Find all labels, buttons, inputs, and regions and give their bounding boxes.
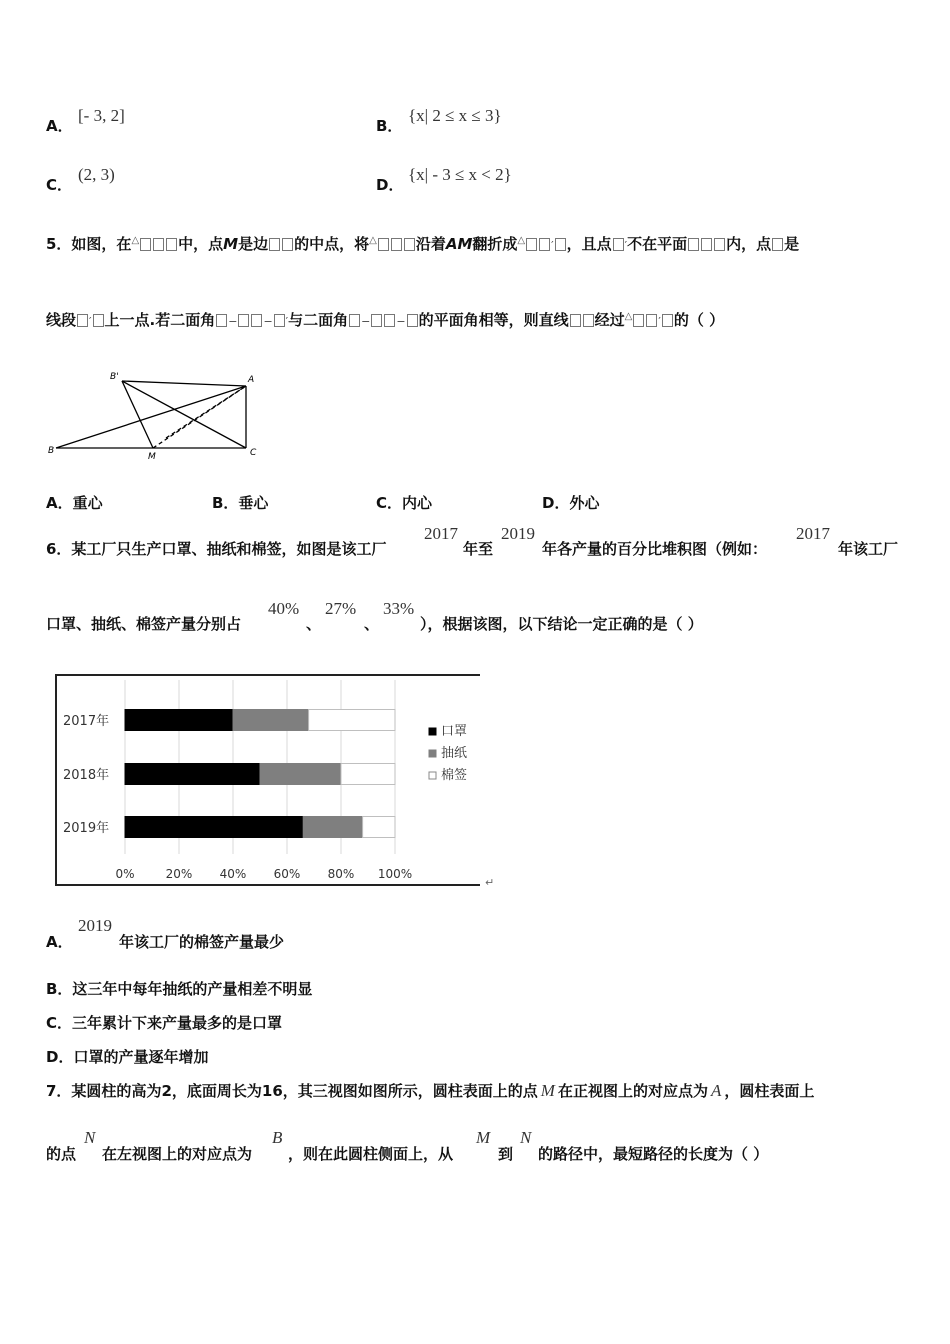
q7-line-2-end: 的路径中，最短路径的长度为（ ） — [538, 1145, 769, 1163]
placeholder-glyph — [555, 238, 566, 251]
q7-height: 2 — [161, 1082, 172, 1100]
placeholder-glyph — [282, 238, 293, 251]
chart-legend-label: 抽纸 — [441, 746, 468, 761]
chart-x-tick-label: 60% — [273, 867, 301, 881]
edge-bprime-m — [122, 381, 153, 448]
chart-bar-segment — [125, 764, 260, 785]
chart-category-label: 2017年 — [63, 714, 110, 729]
q6-pct-33: 33% — [383, 599, 415, 618]
placeholder-glyph — [371, 314, 382, 327]
q7-line-1 — [46, 1080, 814, 1101]
q6-line-2-end: ），根据该图，以下结论一定正确的是（ ） — [420, 615, 703, 633]
q5-text: 的中点，将 — [294, 235, 370, 253]
chart-x-tick-label: 40% — [219, 867, 247, 881]
placeholder-glyph — [404, 238, 415, 251]
edge-bprime-c — [122, 381, 246, 448]
q7-line-2-start: 的点 — [46, 1145, 77, 1163]
placeholder-glyph — [407, 314, 418, 327]
placeholder-glyph — [646, 314, 657, 327]
q4-option-a-label: A． — [46, 117, 73, 135]
chart-x-tick-label: 100% — [377, 867, 413, 881]
q7-point-n: N — [84, 1128, 96, 1147]
q7-point-m-2: M — [476, 1128, 491, 1147]
q5-am: AM — [445, 235, 473, 253]
placeholder-glyph — [633, 314, 644, 327]
q7-point-m: M — [540, 1081, 555, 1100]
prime-mark: ′ — [551, 239, 554, 252]
q6-option-b: B．这三年中每年抽纸的产量相差不明显 — [46, 980, 313, 998]
placeholder-glyph — [269, 238, 280, 251]
placeholder-glyph — [714, 238, 725, 251]
chart-bar-segment — [233, 710, 309, 731]
placeholder-glyph — [526, 238, 537, 251]
prime-mark: ′ — [89, 315, 92, 328]
q4-option-c-label: C． — [46, 176, 73, 194]
q6-line-1-start: 6．某工厂只生产口罩、抽纸和棉签，如图是该工厂 — [46, 540, 387, 558]
q5-option-b: B．垂心 — [212, 494, 269, 512]
chart-bar-segment — [309, 710, 395, 731]
triangle-icon: △ — [624, 311, 633, 322]
chart-bar-segment — [363, 817, 395, 838]
q7-text: 7．某圆柱的高为 — [46, 1082, 162, 1100]
q6-sep-1: 、 — [306, 615, 322, 633]
chart-bar-segment — [260, 764, 341, 785]
q7-point-a: A — [710, 1081, 722, 1100]
q4-option-c-math: (2, 3) — [78, 165, 115, 184]
prime-mark: ′ — [658, 315, 661, 328]
placeholder-glyph — [378, 238, 389, 251]
q7-point-b: B — [272, 1128, 283, 1147]
chart-legend-label: 口罩 — [441, 724, 468, 739]
placeholder-glyph — [166, 238, 177, 251]
q5-text: 线段 — [46, 311, 77, 329]
edge-b-a — [56, 386, 246, 448]
placeholder-glyph — [274, 314, 285, 327]
q6-pct-27: 27% — [325, 599, 357, 618]
q5-text: ，且点 — [566, 235, 612, 253]
placeholder-glyph — [701, 238, 712, 251]
q5-text: 内，点 — [726, 235, 772, 253]
chart-legend-label: 棉签 — [441, 768, 468, 783]
q6-line-1-mid: 年至 — [463, 540, 494, 558]
q5-point-m: M — [223, 235, 239, 253]
label-b: B — [48, 446, 55, 456]
placeholder-glyph — [570, 314, 581, 327]
placeholder-glyph — [391, 238, 402, 251]
triangle-icon: △ — [517, 235, 526, 246]
chart-bar-segment — [125, 710, 233, 731]
q6-year-2017-example: 2017 — [796, 524, 830, 543]
q5-text: 的（ ） — [673, 311, 725, 329]
placeholder-glyph — [583, 314, 594, 327]
q5-text: 与二面角 — [288, 311, 349, 329]
chart-legend-swatch — [429, 728, 436, 735]
q7-text: 在正视图上的对应点为 — [557, 1082, 708, 1100]
q6-option-a-text: 年该工厂的棉签产量最少 — [119, 933, 285, 951]
dash-mark: − — [263, 315, 273, 328]
q7-point-n-2: N — [520, 1128, 532, 1147]
placeholder-glyph — [688, 238, 699, 251]
q6-option-a-year: 2019 — [78, 916, 112, 935]
q5-text: 上一点.若二面角 — [104, 311, 216, 329]
prime-mark: ′ — [285, 315, 289, 328]
q6-sep-2: 、 — [364, 615, 380, 633]
q5-text: 的平面角相等，则直线 — [418, 311, 569, 329]
q7-line-2-to: 到 — [498, 1145, 514, 1163]
chart-x-tick-label: 20% — [165, 867, 193, 881]
q5-text: 是 — [784, 235, 800, 253]
q4-option-b-label: B． — [376, 117, 403, 135]
chart-legend-swatch — [429, 750, 436, 757]
q7-text: ，底面周长为 — [171, 1082, 262, 1100]
prime-mark: ′ — [624, 239, 628, 252]
q6-pct-40: 40% — [268, 599, 300, 618]
triangle-icon: △ — [369, 235, 377, 246]
q5-geometry-figure — [46, 368, 276, 463]
placeholder-glyph — [662, 314, 673, 327]
q4-option-a-math: [- 3, 2] — [78, 106, 125, 125]
q5-text: 翻折成 — [472, 235, 518, 253]
q6-year-2017: 2017 — [424, 524, 458, 543]
q6-option-c: C．三年累计下来产量最多的是口罩 — [46, 1014, 283, 1032]
q5-text: 中，点 — [178, 235, 224, 253]
return-mark-icon: ↵ — [485, 876, 495, 889]
q7-line-2-mid: 在左视图上的对应点为 — [102, 1145, 253, 1163]
q4-option-b-math: {x| 2 ≤ x ≤ 3} — [408, 106, 502, 125]
label-a: A — [248, 375, 255, 385]
q5-text: 不在平面 — [627, 235, 688, 253]
q5-text: 是边 — [238, 235, 269, 253]
q4-option-d-math: {x| - 3 ≤ x < 2} — [408, 165, 512, 184]
q7-text: ，圆柱表面上 — [724, 1082, 815, 1100]
placeholder-glyph — [384, 314, 395, 327]
q6-stacked-bar-chart — [55, 674, 480, 886]
q7-circumference: 16 — [261, 1082, 283, 1100]
q6-year-2019: 2019 — [501, 524, 535, 543]
triangle-icon: △ — [131, 235, 140, 246]
chart-category-label: 2018年 — [63, 768, 110, 783]
q5-line-1 — [46, 233, 799, 254]
q5-line-2 — [46, 309, 724, 330]
chart-category-label: 2019年 — [63, 821, 110, 836]
label-c: C — [250, 448, 257, 458]
q6-option-a-label: A． — [46, 933, 73, 951]
placeholder-glyph — [349, 314, 360, 327]
q5-text: 5．如图，在 — [46, 235, 132, 253]
q5-option-a: A．重心 — [46, 494, 103, 512]
q5-text: 经过 — [594, 311, 625, 329]
label-b-prime: B' — [110, 372, 119, 382]
chart-x-tick-label: 0% — [115, 867, 135, 881]
label-m: M — [148, 452, 156, 462]
placeholder-glyph — [216, 314, 227, 327]
dash-mark: − — [396, 315, 406, 328]
q6-line-1-end: 年该工厂 — [838, 540, 899, 558]
placeholder-glyph — [238, 314, 249, 327]
chart-bar-segment — [125, 817, 303, 838]
placeholder-glyph — [539, 238, 550, 251]
dash-mark: − — [228, 315, 238, 328]
placeholder-glyph — [772, 238, 783, 251]
q4-option-d-label: D． — [376, 176, 404, 194]
edge-bprime-a — [122, 381, 246, 386]
placeholder-glyph — [251, 314, 262, 327]
chart-x-tick-label: 80% — [327, 867, 355, 881]
placeholder-glyph — [140, 238, 151, 251]
q5-option-c: C．内心 — [376, 494, 433, 512]
dash-mark: − — [361, 315, 371, 328]
q6-option-d: D．口罩的产量逐年增加 — [46, 1048, 209, 1066]
placeholder-glyph — [77, 314, 88, 327]
q7-line-2-mid2: ，则在此圆柱侧面上，从 — [288, 1145, 454, 1163]
q7-text: ，其三视图如图所示，圆柱表面上的点 — [282, 1082, 538, 1100]
q6-line-2-start: 口罩、抽纸、棉签产量分别占 — [46, 615, 242, 633]
chart-bar-segment — [303, 817, 362, 838]
q5-option-d: D．外心 — [542, 494, 600, 512]
placeholder-glyph — [153, 238, 164, 251]
chart-legend-swatch — [429, 772, 436, 779]
chart-bar-segment — [341, 764, 395, 785]
placeholder-glyph — [613, 238, 624, 251]
placeholder-glyph — [93, 314, 104, 327]
q6-line-1-mid2: 年各产量的百分比堆积图（例如： — [542, 540, 768, 558]
q5-text: 沿着 — [415, 235, 446, 253]
